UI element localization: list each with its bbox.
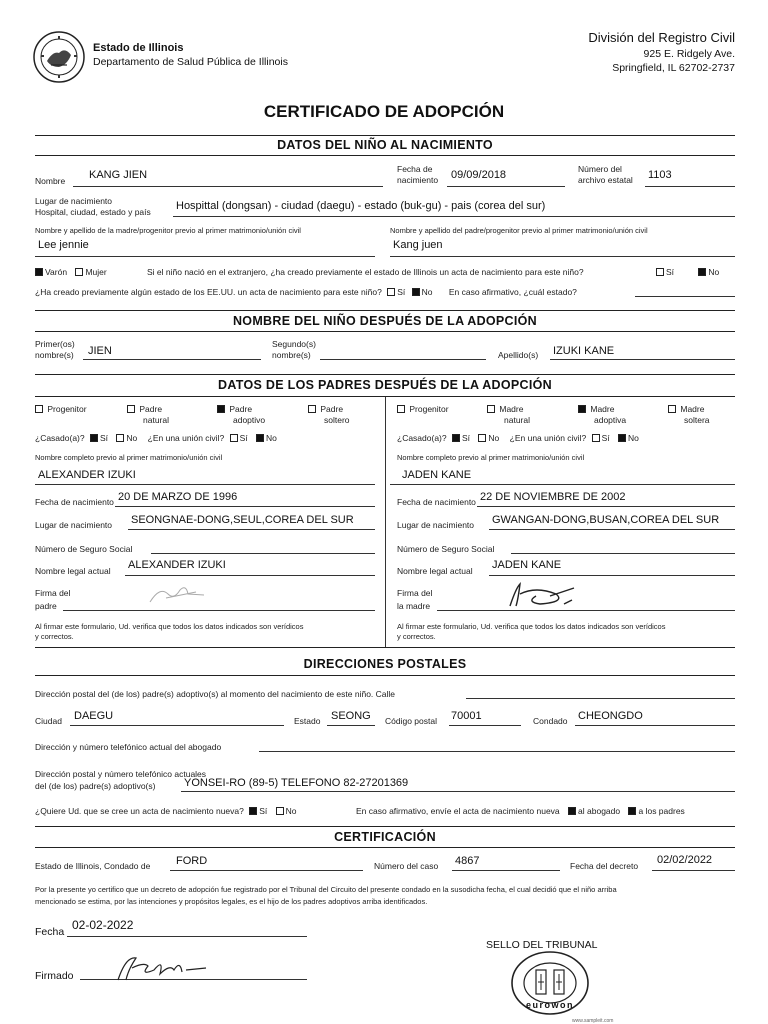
male-checkbox[interactable]	[35, 268, 43, 276]
which-state-label: En caso afirmativo, ¿cuál estado?	[448, 287, 577, 297]
right-single-label-2: soltera	[684, 415, 710, 425]
file-number-label-2: archivo estatal	[578, 175, 633, 185]
no-label: No	[488, 433, 500, 443]
section-heading-certification: CERTIFICACIÓN	[334, 830, 436, 844]
first-name-label-1: Primer(os)	[35, 339, 75, 349]
yes-label: Sí	[259, 806, 268, 816]
yes-label: Sí	[239, 433, 248, 443]
certification-date-label: Fecha	[35, 926, 65, 938]
left-union-yes-checkbox[interactable]	[230, 434, 238, 442]
zip-value: 70001	[451, 710, 482, 722]
prev-yes-checkbox[interactable]	[387, 288, 395, 296]
send-certificate-label: En caso afirmativo, envíe el acta de nacimiento nueva	[356, 806, 560, 816]
right-married-question: ¿Casado(a)?	[397, 433, 447, 443]
decree-date-value: 02/02/2022	[657, 854, 713, 866]
middle-name-label-2: nombre(s)	[272, 350, 311, 360]
left-single-label: Padre	[320, 404, 344, 414]
birthplace-value: Hospittal (dongsan) - ciudad (daegu) - estado (buk-gu) - pais (corea del sur)	[176, 200, 546, 212]
section-rule	[35, 675, 735, 676]
prev-no-checkbox[interactable]	[412, 288, 420, 296]
right-legal-name-label: Nombre legal actual	[397, 566, 473, 576]
county-label: Condado	[533, 716, 568, 726]
female-label: Mujer	[85, 267, 107, 277]
left-dob-value: 20 DE MARZO DE 1996	[118, 491, 238, 503]
left-signature-label-2: padre	[35, 601, 57, 611]
middle-name-label-1: Segundo(s)	[272, 339, 316, 349]
left-full-name-value: ALEXANDER IZUKI	[38, 469, 136, 481]
left-progenitor-label: Progenitor	[47, 404, 87, 414]
child-name-label: Nombre	[35, 176, 66, 186]
left-attestation: Al firmar este formulario, Ud. verifica que todos los datos indicados son verídicos	[35, 622, 304, 631]
right-married-yes-checkbox[interactable]	[452, 434, 460, 442]
left-married-yes-checkbox[interactable]	[90, 434, 98, 442]
yes-label: Sí	[99, 433, 109, 443]
female-checkbox[interactable]	[75, 268, 83, 276]
section-rule	[35, 310, 735, 311]
right-dob-value: 22 DE NOVIEMBRE DE 2002	[480, 491, 626, 503]
right-pob-label: Lugar de nacimiento	[397, 520, 475, 530]
new-cert-yes-checkbox[interactable]	[249, 807, 257, 815]
left-legal-name-label: Nombre legal actual	[35, 566, 111, 576]
current-address-value: YONSEI-RO (89-5) TELEFONO 82-27201369	[184, 777, 409, 789]
current-address-label-2: del (de los) padre(s) adoptivo(s)	[35, 781, 156, 791]
division-address-line2: Springfield, IL 62702-2737	[612, 62, 735, 74]
state-seal-icon	[33, 31, 85, 83]
right-natural-checkbox[interactable]	[487, 405, 495, 413]
left-single-checkbox[interactable]	[308, 405, 316, 413]
section-rule	[35, 155, 735, 156]
child-dob-value: 09/09/2018	[451, 169, 507, 181]
birth-father-value: Kang juen	[393, 239, 443, 251]
birth-mother-label: Nombre y apellido de la madre/progenitor previo al primer matrimonio/unión civil	[35, 226, 301, 235]
left-attestation-2: y correctos.	[35, 632, 74, 641]
right-union-yes-checkbox[interactable]	[592, 434, 600, 442]
division-name: División del Registro Civil	[588, 30, 735, 45]
send-parents-checkbox[interactable]	[628, 807, 636, 815]
left-signature-image	[146, 580, 206, 613]
section-heading-new-name: NOMBRE DEL NIÑO DESPUÉS DE LA ADOPCIÓN	[232, 314, 538, 328]
no-label: No	[285, 806, 297, 816]
right-progenitor-checkbox[interactable]	[397, 405, 405, 413]
prev-state-question: ¿Ha creado previamente algún estado de los EE.UU. un acta de nacimiento para este niño?	[35, 287, 382, 297]
no-label: No	[627, 433, 639, 443]
left-union-question: ¿En una unión civil?	[147, 433, 225, 443]
parents-column-divider	[385, 397, 386, 647]
right-natural-label: Madre	[499, 404, 524, 414]
file-number-value: 1103	[648, 169, 672, 181]
left-married-question: ¿Casado(a)?	[35, 433, 85, 443]
court-seal-text: eurowon	[526, 1000, 574, 1010]
left-pob-value: SEONGNAE-DONG,SEUL,COREA DEL SUR	[131, 514, 354, 526]
state-label: Estado	[294, 716, 321, 726]
left-single-label-2: soltero	[324, 415, 350, 425]
lawyer-address-label: Dirección y número telefónico actual del abogado	[35, 742, 222, 752]
dob-label-2: nacimiento	[397, 175, 439, 185]
dob-label-1: Fecha de	[397, 164, 433, 174]
male-label: Varón	[45, 267, 68, 277]
yes-label: Sí	[601, 433, 610, 443]
current-address-label-1: Dirección postal y número telefónico actuales	[35, 769, 207, 779]
left-natural-label: Padre	[139, 404, 163, 414]
foreign-no-checkbox[interactable]	[698, 268, 706, 276]
case-number-label: Número del caso	[374, 861, 439, 871]
send-lawyer-label: al abogado	[578, 806, 621, 816]
court-seal-label: SELLO DEL TRIBUNAL	[486, 939, 598, 951]
left-adoptive-label-2: adoptivo	[233, 415, 266, 425]
court-county-label: Estado de Illinois, Condado de	[35, 861, 151, 871]
left-natural-label-2: natural	[143, 415, 169, 425]
section-rule	[35, 374, 735, 375]
yes-label: Sí	[461, 433, 471, 443]
section-heading-birth: DATOS DEL NIÑO AL NACIMIENTO	[277, 138, 493, 152]
signed-label: Firmado	[35, 970, 74, 982]
section-rule	[35, 647, 735, 648]
left-signature-label-1: Firma del	[35, 588, 71, 598]
last-name-label: Apellido(s)	[498, 350, 539, 360]
yes-label: Sí	[397, 287, 406, 297]
certification-date-value: 02-02-2022	[72, 918, 134, 932]
foreign-yes-checkbox[interactable]	[656, 268, 664, 276]
right-signature-label-2: la madre	[397, 601, 431, 611]
left-adoptive-label: Padre	[229, 404, 253, 414]
send-lawyer-checkbox[interactable]	[568, 807, 576, 815]
section-heading-parents: DATOS DE LOS PADRES DESPUÉS DE LA ADOPCIÓN	[218, 378, 552, 392]
right-adoptive-checkbox[interactable]	[578, 405, 586, 413]
right-pob-value: GWANGAN-DONG,BUSAN,COREA DEL SUR	[492, 514, 720, 526]
birth-father-label: Nombre y apellido del padre/progenitor previo al primer matrimonio/unión civil	[390, 226, 648, 235]
left-natural-checkbox[interactable]	[127, 405, 135, 413]
first-name-value: JIEN	[88, 345, 112, 357]
right-legal-name-value: JADEN KANE	[492, 559, 562, 571]
new-certificate-question: ¿Quiere Ud. que se cree un acta de nacimiento nueva?	[35, 806, 244, 816]
left-full-name-label: Nombre completo previo al primer matrimonio/unión civil	[35, 453, 223, 462]
right-signature-image	[506, 578, 586, 617]
right-adoptive-label: Madre	[590, 404, 615, 414]
new-cert-no-checkbox[interactable]	[276, 807, 284, 815]
left-married-no-checkbox[interactable]	[116, 434, 124, 442]
left-union-no-checkbox[interactable]	[256, 434, 264, 442]
no-label: No	[708, 267, 720, 277]
right-full-name-label: Nombre completo previo al primer matrimonio/unión civil	[397, 453, 585, 462]
right-single-label: Madre	[680, 404, 705, 414]
division-address-line1: 925 E. Ridgely Ave.	[643, 48, 735, 60]
street-label: Dirección postal del (de los) padre(s) adoptivo(s) al momento del nacimiento de este niño. Calle	[35, 689, 396, 699]
state-name: Estado de Illinois	[93, 42, 184, 54]
left-dob-label: Fecha de nacimiento	[35, 497, 114, 507]
certification-statement-2: mencionado se estima, por las intenciones y propósitos legales, es el hijo de los padres adoptivos arriba identificados.	[35, 897, 428, 906]
section-rule	[35, 135, 735, 136]
right-attestation-2: y correctos.	[397, 632, 436, 641]
last-name-value: IZUKI KANE	[553, 345, 615, 357]
footer-watermark: www.sampleit.com	[572, 1018, 614, 1024]
court-county-value: FORD	[176, 855, 208, 867]
city-label: Ciudad	[35, 716, 62, 726]
file-number-label-1: Número del	[578, 164, 622, 174]
left-ssn-label: Número de Seguro Social	[35, 544, 133, 554]
certification-statement-1: Por la presente yo certifico que un decreto de adopción fue registrado por el Tribunal del Circuito del presente condado en la susodicha fecha, el cual decidió que el niño arriba	[35, 885, 617, 894]
right-union-no-checkbox[interactable]	[618, 434, 626, 442]
yes-label: Sí	[666, 267, 675, 277]
send-parents-label: a los padres	[638, 806, 685, 816]
state-value: SEONG	[331, 710, 371, 722]
right-attestation: Al firmar este formulario, Ud. verifica que todos los datos indicados son verídicos	[397, 622, 666, 631]
zip-label: Código postal	[385, 716, 437, 726]
judge-signature-image	[114, 950, 214, 989]
right-progenitor-label: Progenitor	[409, 404, 449, 414]
decree-date-label: Fecha del decreto	[570, 861, 639, 871]
right-single-checkbox[interactable]	[668, 405, 676, 413]
section-rule	[35, 331, 735, 332]
birthplace-label-1: Lugar de nacimiento	[35, 196, 113, 206]
left-legal-name-value: ALEXANDER IZUKI	[128, 559, 226, 571]
right-full-name-value: JADEN KANE	[402, 469, 472, 481]
right-ssn-label: Número de Seguro Social	[397, 544, 495, 554]
case-number-value: 4867	[455, 855, 480, 867]
right-adoptive-label-2: adoptiva	[594, 415, 627, 425]
first-name-label-2: nombre(s)	[35, 350, 74, 360]
no-label: No	[126, 433, 138, 443]
birthplace-label-2: Hospital, ciudad, estado y país	[35, 207, 151, 217]
section-rule	[35, 847, 735, 848]
left-pob-label: Lugar de nacimiento	[35, 520, 113, 530]
left-adoptive-checkbox[interactable]	[217, 405, 225, 413]
section-rule	[35, 826, 735, 827]
right-signature-label-1: Firma del	[397, 588, 433, 598]
foreign-birth-question: Si el niño nació en el extranjero, ¿ha creado previamente el estado de Illinois un acta de nacimiento para este niño?	[147, 267, 584, 277]
no-label: No	[421, 287, 433, 297]
right-natural-label-2: natural	[504, 415, 530, 425]
section-heading-addresses: DIRECCIONES POSTALES	[303, 657, 467, 671]
department-name: Departamento de Salud Pública de Illinois	[93, 56, 288, 68]
no-label: No	[265, 433, 277, 443]
left-progenitor-checkbox[interactable]	[35, 405, 43, 413]
document-title: CERTIFICADO DE ADOPCIÓN	[263, 102, 505, 121]
child-name-value: KANG JIEN	[89, 169, 148, 181]
court-seal-stamp	[510, 950, 590, 1016]
city-value: DAEGU	[74, 710, 114, 722]
right-union-question: ¿En una unión civil?	[509, 433, 587, 443]
birth-mother-value: Lee jennie	[38, 239, 89, 251]
right-married-no-checkbox[interactable]	[478, 434, 486, 442]
right-dob-label: Fecha de nacimiento	[397, 497, 476, 507]
county-value: CHEONGDO	[578, 710, 643, 722]
